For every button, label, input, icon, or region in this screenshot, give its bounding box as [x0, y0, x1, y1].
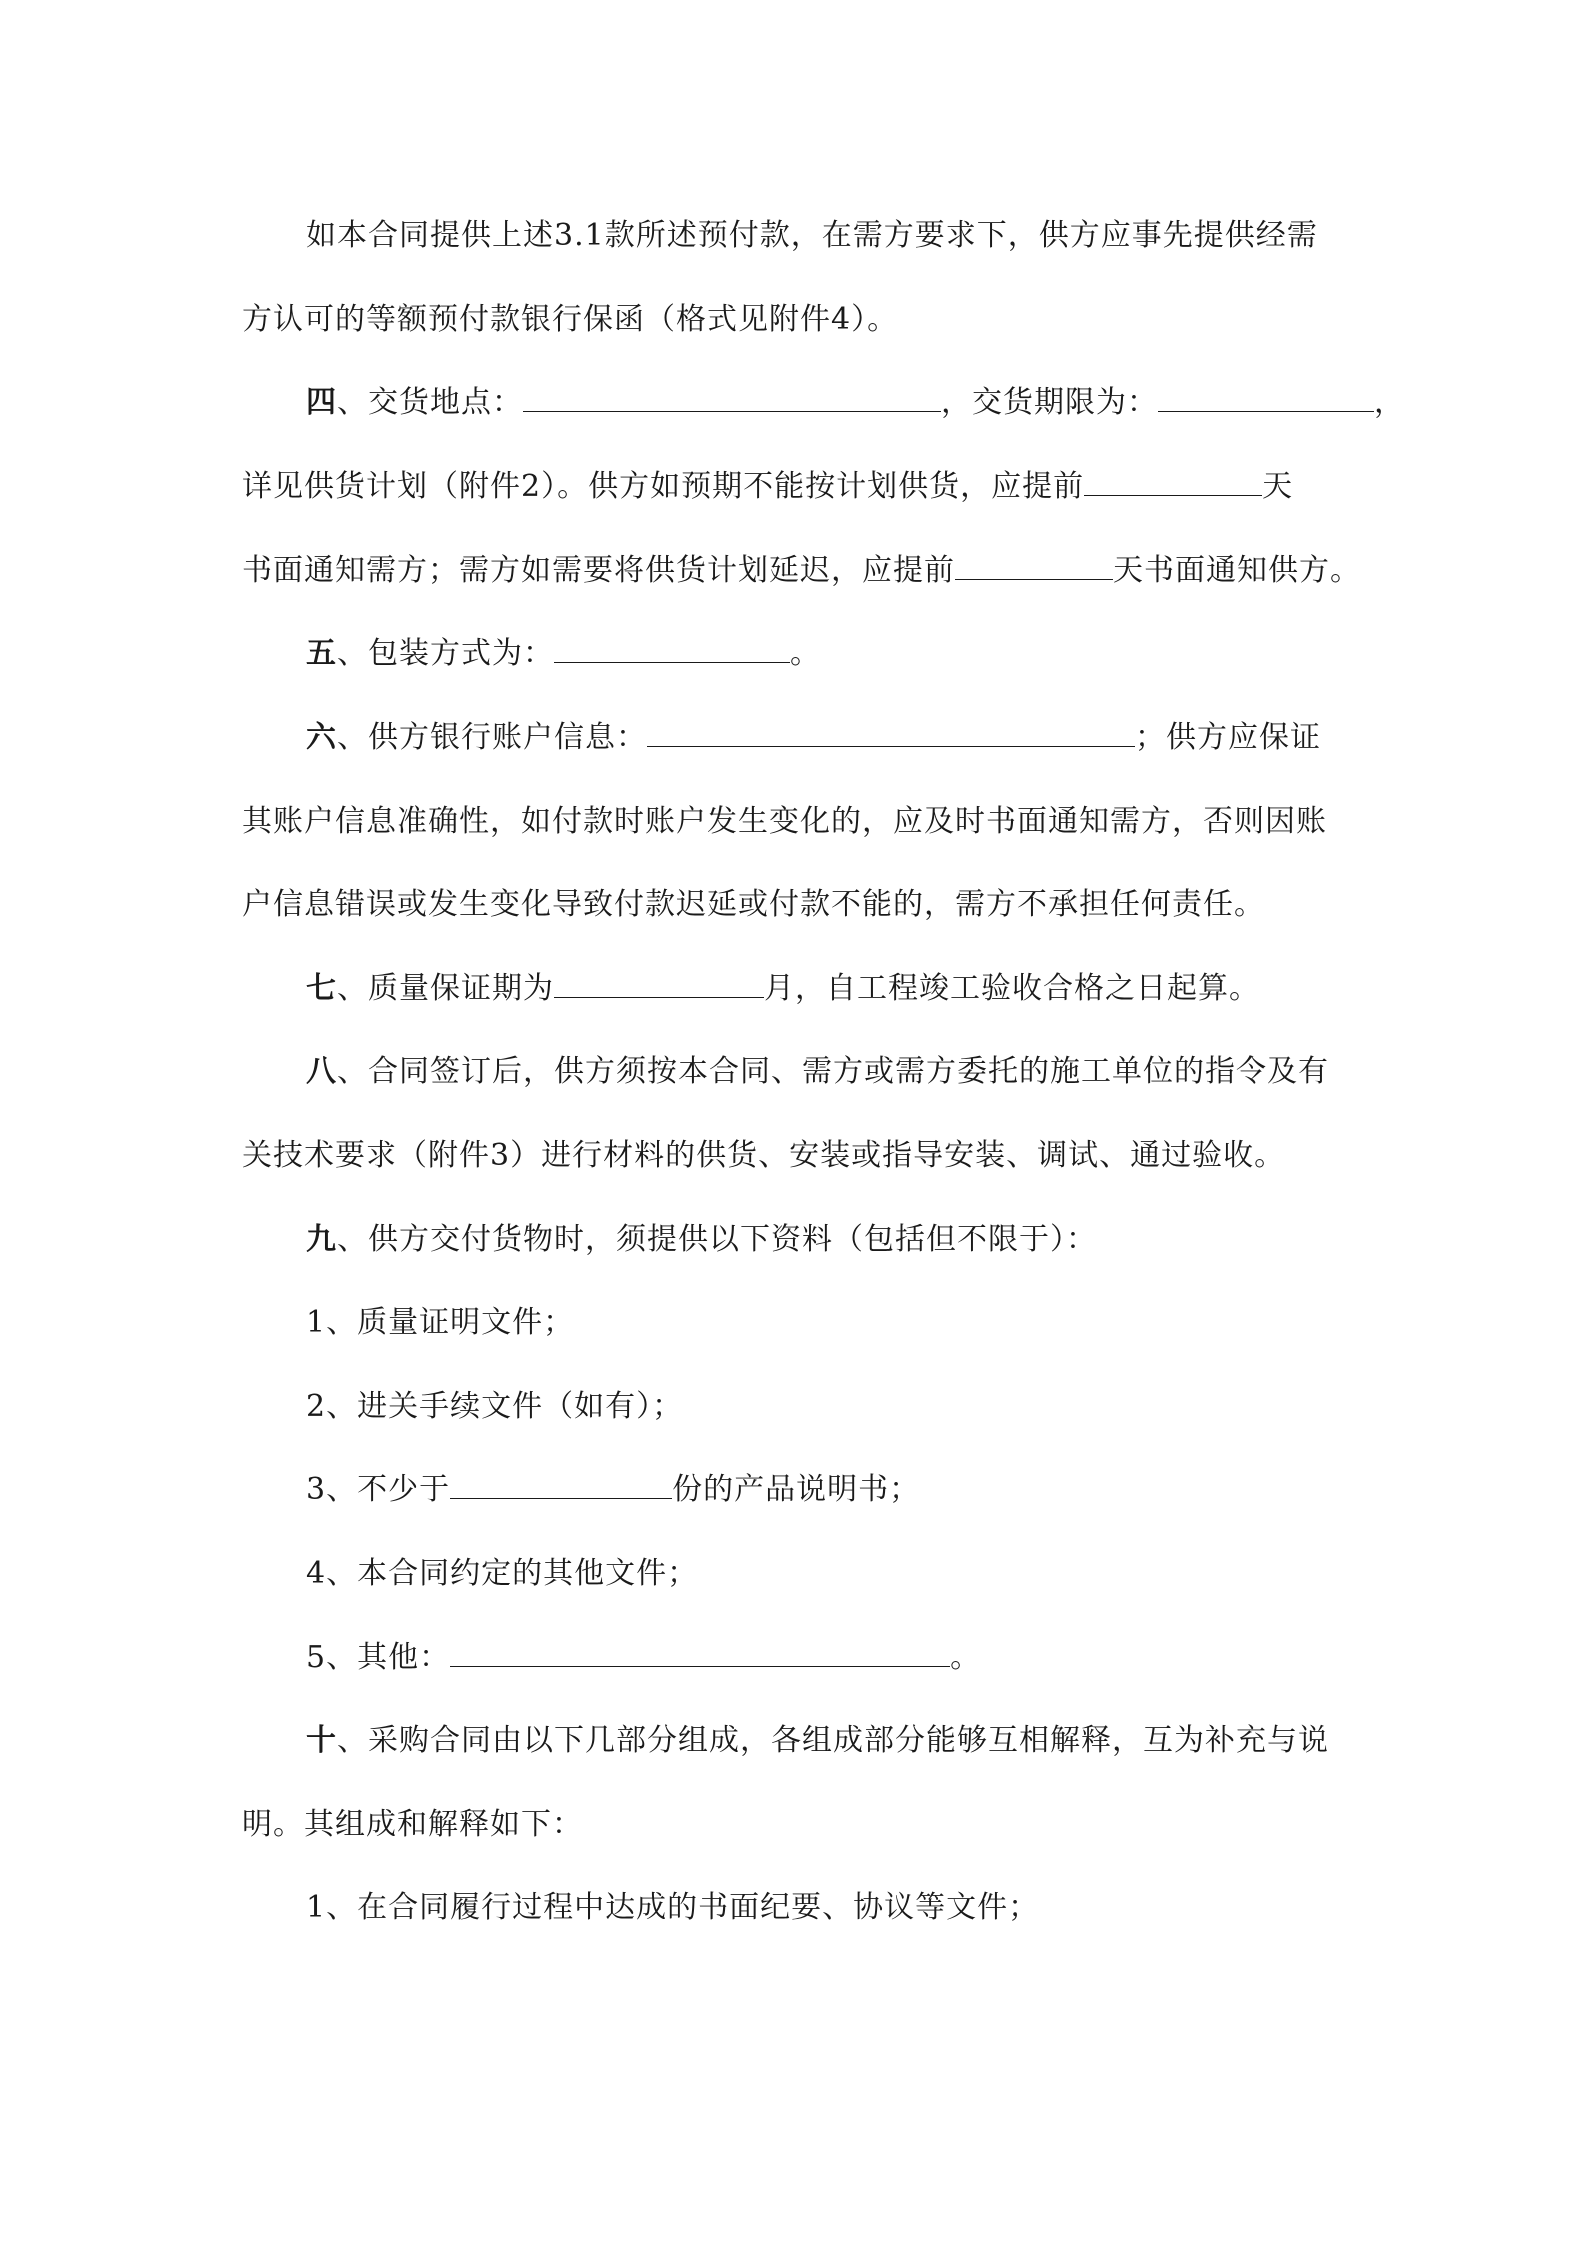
- delivery-location-blank[interactable]: [523, 383, 941, 412]
- text: 天书面通知供方。: [1113, 553, 1361, 588]
- supplier-notice-days-blank[interactable]: [1084, 467, 1262, 496]
- manual-copies-blank[interactable]: [450, 1470, 672, 1499]
- section-number: 八: [306, 1054, 337, 1089]
- packaging-method-blank[interactable]: [554, 634, 790, 663]
- delivery-deadline-blank[interactable]: [1158, 383, 1374, 412]
- text: 1、在合同履行过程中达成的书面纪要、协议等文件；: [306, 1890, 1040, 1925]
- section-10-line-2: [242, 1805, 1362, 1845]
- text: 如本合同提供上述3.1款所述预付款，在需方要求下，供方应事先提供经需: [306, 218, 1318, 253]
- section-4-line-3: [242, 551, 1362, 591]
- section-number: 十: [306, 1723, 337, 1758]
- text: 、交货地点：: [337, 385, 523, 420]
- list-item: [306, 1638, 1426, 1678]
- list-item: [306, 1554, 1426, 1594]
- section-10-line-1: [306, 1721, 1426, 1761]
- bank-account-blank[interactable]: [647, 718, 1135, 747]
- section-number: 四: [306, 385, 337, 420]
- warranty-months-blank[interactable]: [554, 969, 764, 998]
- text: ；供方应保证: [1135, 720, 1321, 755]
- text: 月，自工程竣工验收合格之日起算。: [764, 971, 1260, 1006]
- text: 户信息错误或发生变化导致付款迟延或付款不能的，需方不承担任何责任。: [242, 887, 1265, 922]
- text: 5、其他：: [306, 1640, 451, 1675]
- section-9-line-1: [306, 1220, 1426, 1260]
- text: 2、进关手续文件（如有）；: [306, 1389, 684, 1424]
- buyer-notice-days-blank[interactable]: [955, 551, 1113, 580]
- section-6-line-3: [242, 885, 1362, 925]
- paragraph-prepayment-line-2: [242, 300, 1362, 340]
- text: 详见供货计划（附件2）。供方如预期不能按计划供货，应提前: [242, 469, 1085, 504]
- text: 、合同签订后，供方须按本合同、需方或需方委托的施工单位的指令及有: [337, 1054, 1329, 1089]
- text: 。: [950, 1640, 982, 1675]
- section-number: 九: [306, 1222, 337, 1257]
- text: 、供方银行账户信息：: [337, 720, 647, 755]
- text: 份的产品说明书；: [672, 1472, 921, 1507]
- text: ，交货期限为：: [941, 385, 1158, 420]
- text: 书面通知需方；需方如需要将供货计划延迟，应提前: [242, 553, 955, 588]
- text: 关技术要求（附件3）进行材料的供货、安装或指导安装、调试、通过验收。: [242, 1138, 1286, 1173]
- other-documents-blank[interactable]: [450, 1638, 950, 1667]
- section-6-line-1: [306, 718, 1426, 758]
- section-4-line-2: [242, 467, 1362, 507]
- paragraph-prepayment-line-1: [306, 216, 1426, 256]
- section-number: 五: [306, 636, 337, 671]
- text: 、包装方式为：: [337, 636, 554, 671]
- text: 4、本合同约定的其他文件；: [306, 1556, 699, 1591]
- text: 其账户信息准确性，如付款时账户发生变化的，应及时书面通知需方，否则因账: [242, 804, 1327, 839]
- text: 、供方交付货物时，须提供以下资料（包括但不限于）：: [337, 1222, 1097, 1257]
- section-number: 七: [306, 971, 337, 1006]
- text: 、质量保证期为: [337, 971, 554, 1006]
- text: 、采购合同由以下几部分组成，各组成部分能够互相解释，互为补充与说: [337, 1723, 1329, 1758]
- text: 明。其组成和解释如下：: [242, 1807, 583, 1842]
- section-6-line-2: [242, 802, 1362, 842]
- list-item: [306, 1470, 1426, 1510]
- text: 1、质量证明文件；: [306, 1305, 575, 1340]
- text: 。: [790, 636, 821, 671]
- section-4-line-1: [306, 383, 1426, 423]
- list-item: [306, 1303, 1426, 1343]
- text: 3、不少于: [306, 1472, 451, 1507]
- text: 方认可的等额预付款银行保函（格式见附件4）。: [242, 302, 899, 337]
- text: ，: [1374, 385, 1405, 420]
- list-item: [306, 1888, 1426, 1928]
- section-8-line-2: [242, 1136, 1362, 1176]
- section-number: 六: [306, 720, 337, 755]
- section-8-line-1: [306, 1052, 1426, 1092]
- section-5-line-1: [306, 634, 1426, 674]
- list-item: [306, 1387, 1426, 1427]
- section-7-line-1: [306, 969, 1426, 1009]
- text: 天: [1262, 469, 1294, 504]
